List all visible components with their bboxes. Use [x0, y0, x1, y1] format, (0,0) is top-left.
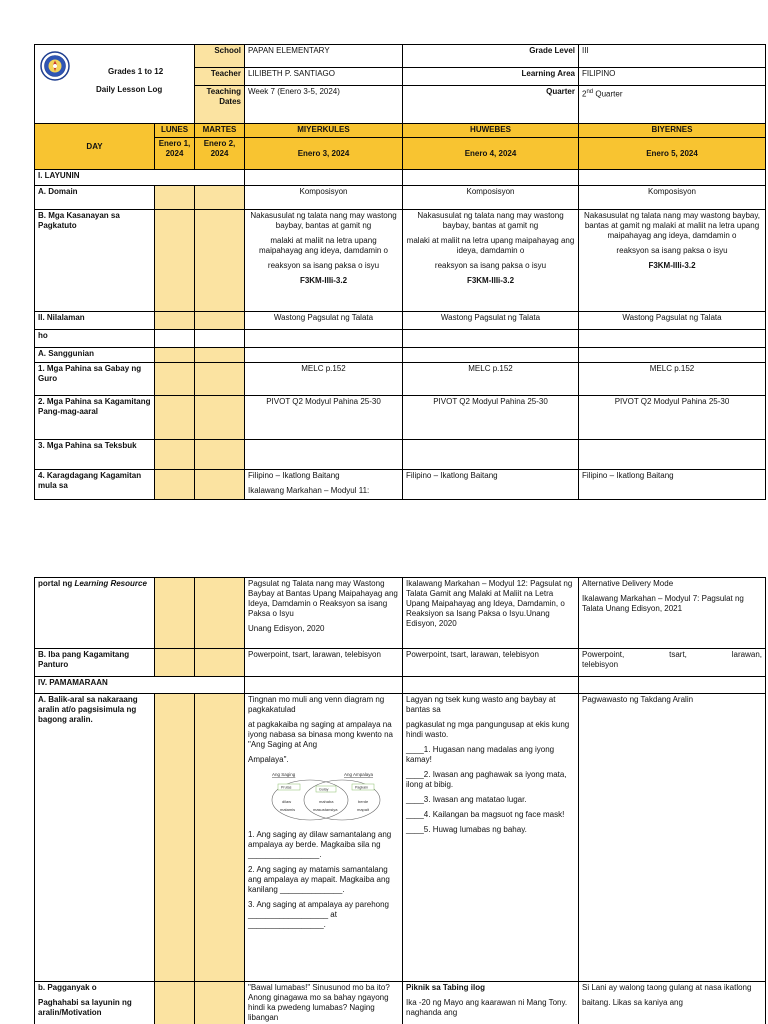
date-huwebes: Enero 4, 2024: [403, 138, 579, 170]
header-title-cell: [35, 45, 195, 124]
question-2: 2. Ang saging ay matamis samantalang ang ampalaya ay mapait. Magkaiba ang kanilang ______________.: [248, 865, 390, 894]
row-label-portal: portal ng Learning Resource: [35, 578, 155, 649]
teaching-dates-value: Week 7 (Enero 3-5, 2024): [245, 86, 403, 124]
venn-left-2: matamis: [280, 807, 296, 812]
date-biyernes: Enero 5, 2024: [579, 138, 766, 170]
quarter-value: 2nd Quarter: [579, 86, 766, 124]
row-label-domain: A. Domain: [35, 186, 155, 210]
date-miyerkules: Enero 3, 2024: [245, 138, 403, 170]
pagganyak-thu: Piknik sa Tabing ilog Ika -20 ng Mayo ang kaarawan ni Mang Tony. naghanda ang: [403, 982, 579, 1024]
teacher-value: LILIBETH P. SANTIAGO: [245, 68, 403, 86]
day-label: DAY: [35, 124, 155, 170]
domain-fri: Komposisyon: [579, 186, 766, 210]
portal-wed: Pagsulat ng Talata nang may Wastong Baybay at Bantas Upang Maipahayag ang Ideya, Damdamin o Reaksyon sa isang Paksa o Isyu Unang Edisyon, 2020: [245, 578, 403, 649]
pivot-thu: PIVOT Q2 Modyul Pahina 25-30: [403, 396, 579, 440]
row-label-karagdagang: 4. Karagdagang Kagamitan mula sa: [35, 470, 155, 500]
iba-fri: Powerpoint, tsart, larawan, telebisyon: [579, 649, 766, 677]
school-value: PAPAN ELEMENTARY: [245, 45, 403, 68]
section-pamamaraan: IV. PAMAMARAAN: [35, 677, 245, 694]
karagdagang-thu: Filipino – Ikatlong Baitang: [403, 470, 579, 500]
portal-thu: Ikalawang Markahan – Modyul 12: Pagsulat ng Talata Gamit ang Malaki at Maliit na Letra Upang Maipahayag ang Ideya, Damdamin, o Reaksiyon sa Isang Paksa o Isyu.Unang Edisyon, 2020: [403, 578, 579, 649]
kasanayan-fri: Nakasusulat ng talata nang may wastong baybay, bantas at gamit ng malaki at maliit na letra upang maipahayag ang ideya, damdamin o reaksyon sa isang paksa o isyu F3KM-IIIi-3.2: [579, 210, 766, 312]
venn-right-2: mapait: [357, 807, 370, 812]
domain-wed: Komposisyon: [245, 186, 403, 210]
day-biyernes: BIYERNES: [579, 124, 766, 138]
row-label-sanggunian: A. Sanggunian: [35, 348, 155, 363]
venn-middle-top: Gulay: [319, 787, 329, 792]
row-label-pahina-guro: 1. Mga Pahina sa Gabay ng Guro: [35, 363, 155, 396]
portal-fri: Alternative Delivery Mode Ikalawang Markahan – Modyul 7: Pagsulat ng Talata Unang Edisyon, 2021: [579, 578, 766, 649]
melc-wed: MELC p.152: [245, 363, 403, 396]
row-label-nilalaman: II. Nilalaman: [35, 312, 155, 330]
kasanayan-thu: Nakasusulat ng talata nang may wastong baybay, bantas at gamit ng malaki at maliit na letra upang maipahayag ang ideya, damdamin o reaksyon sa isang paksa o isyu F3KM-IIIi-3.2: [403, 210, 579, 312]
teacher-label: Teacher: [195, 68, 245, 86]
section-layunin: I. LAYUNIN: [35, 170, 245, 186]
day-martes: MARTES: [195, 124, 245, 138]
balik-aral-thu: Lagyan ng tsek kung wasto ang baybay at bantas sa pagkasulat ng mga pangungusap at ekis kung hindi wasto. ____1. Hugasan nang madalas ang iyong kamay! ____2. Iwasan ang paghawak sa iyong mata, ilong at bibig. ____3. Iwasan ang matatao lugar. ____4. Kailangan ba magsuot ng face mask! ____5. Huwag lumabas ng bahay.: [403, 694, 579, 982]
school-label: School: [195, 45, 245, 68]
pivot-wed: PIVOT Q2 Modyul Pahina 25-30: [245, 396, 403, 440]
row-label-teksbuk: 3. Mga Pahina sa Teksbuk: [35, 440, 155, 470]
pagganyak-fri: Si Lani ay walong taong gulang at nasa ikatlong baitang. Likas sa kaniya ang: [579, 982, 766, 1024]
venn-right-top: Pagkain: [355, 785, 368, 790]
question-1: 1. Ang saging ay dilaw samantalang ang ampalaya ay berde. Magkaiba sila ng ________________.: [248, 830, 392, 859]
date-martes: Enero 2, 2024: [195, 138, 245, 170]
check-item-5: ____5. Huwag lumabas ng bahay.: [406, 825, 527, 834]
learning-area-value: FILIPINO: [579, 68, 766, 86]
title-daily-lesson-log: Daily Lesson Log: [96, 85, 163, 94]
melc-thu: MELC p.152: [403, 363, 579, 396]
nilalaman-fri: Wastong Pagsulat ng Talata: [579, 312, 766, 330]
quarter-label: Quarter: [403, 86, 579, 124]
nilalaman-thu: Wastong Pagsulat ng Talata: [403, 312, 579, 330]
iba-wed: Powerpoint, tsart, larawan, telebisyon: [245, 649, 403, 677]
row-label-balik-aral: A. Balik-aral sa nakaraang aralin at/o pagsisimula ng bagong aralin.: [35, 694, 155, 982]
day-miyerkules: MIYERKULES: [245, 124, 403, 138]
balik-aral-wed: Tingnan mo muli ang venn diagram ng pagkakatulad at pagkakaiba ng saging at ampalaya na iyong nabasa sa binasa mong kwento na "Ang Saging at Ang Ampalaya". Ang Saging Ang Ampalaya Prutas Gulay Pagkain dilaw matamis mahaba masustansiya berde mapait 1. Ang saging ay dilaw samantalang ang ampalaya ay berde. Magkaiba sila ng ________________. 2. Ang saging ay matamis samantalang ang ampalaya ay mapait. Magkaiba ang kanilang ______________. 3. Ang saging at ampalaya ay parehong __________________ at _________________.: [245, 694, 403, 982]
teaching-dates-label: Teaching Dates: [195, 86, 245, 124]
deped-seal-icon: [40, 51, 70, 81]
row-label-pahina-kagamitan: 2. Mga Pahina sa Kagamitang Pang-mag-aaral: [35, 396, 155, 440]
title-grades: Grades 1 to 12: [108, 67, 164, 76]
check-item-2: ____2. Iwasan ang paghawak sa iyong mata, ilong at bibig.: [406, 770, 567, 789]
venn-right-title: Ang Ampalaya: [344, 772, 374, 777]
day-lunes: LUNES: [155, 124, 195, 138]
lesson-log-table-top: [34, 44, 766, 500]
lesson-log-table-bottom: [34, 577, 766, 1024]
domain-thu: Komposisyon: [403, 186, 579, 210]
date-lunes: Enero 1, 2024: [155, 138, 195, 170]
venn-diagram: [266, 770, 386, 824]
melc-fri: MELC p.152: [579, 363, 766, 396]
grade-level-value: III: [579, 45, 766, 68]
pagganyak-wed: "Bawal lumabas!" Sinusunod mo ba ito? Anong ginagawa mo sa bahay ngayong hindi ka pwedeng lumabas? Naging libangan: [245, 982, 403, 1024]
check-item-4: ____4. Kailangan ba magsuot ng face mask!: [406, 810, 565, 819]
check-item-1: ____1. Hugasan nang madalas ang iyong kamay!: [406, 745, 555, 764]
day-huwebes: HUWEBES: [403, 124, 579, 138]
check-item-3: ____3. Iwasan ang matatao lugar.: [406, 795, 527, 804]
learning-area-label: Learning Area: [403, 68, 579, 86]
row-label-kasanayan: B. Mga Kasanayan sa Pagkatuto: [35, 210, 155, 312]
grade-level-label: Grade Level: [403, 45, 579, 68]
venn-left-top: Prutas: [281, 785, 292, 790]
row-label-ho: ho: [35, 330, 155, 348]
venn-middle-2: masustansiya: [313, 807, 338, 812]
question-3: 3. Ang saging at ampalaya ay parehong __________________ at _________________.: [248, 900, 389, 929]
karagdagang-fri: Filipino – Ikatlong Baitang: [579, 470, 766, 500]
pivot-fri: PIVOT Q2 Modyul Pahina 25-30: [579, 396, 766, 440]
kasanayan-wed: Nakasusulat ng talata nang may wastong baybay, bantas at gamit ng malaki at maliit na letra upang maipahayag ang ideya, damdamin o reaksyon sa isang paksa o isyu F3KM-IIIi-3.2: [245, 210, 403, 312]
venn-right-1: berde: [358, 799, 369, 804]
venn-left-title: Ang Saging: [272, 772, 296, 777]
karagdagang-wed: Filipino – Ikatlong Baitang Ikalawang Markahan – Modyul 11:: [245, 470, 403, 500]
row-label-pagganyak: b. Pagganyak o Paghahabi sa layunin ng aralin/Motivation: [35, 982, 155, 1024]
row-label-iba-pang-kagamitan: B. Iba pang Kagamitang Panturo: [35, 649, 155, 677]
venn-left-1: dilaw: [282, 799, 292, 804]
venn-middle-1: mahaba: [319, 799, 334, 804]
iba-thu: Powerpoint, tsart, larawan, telebisyon: [403, 649, 579, 677]
balik-aral-fri: Pagwawasto ng Takdang Aralin: [579, 694, 766, 982]
nilalaman-wed: Wastong Pagsulat ng Talata: [245, 312, 403, 330]
